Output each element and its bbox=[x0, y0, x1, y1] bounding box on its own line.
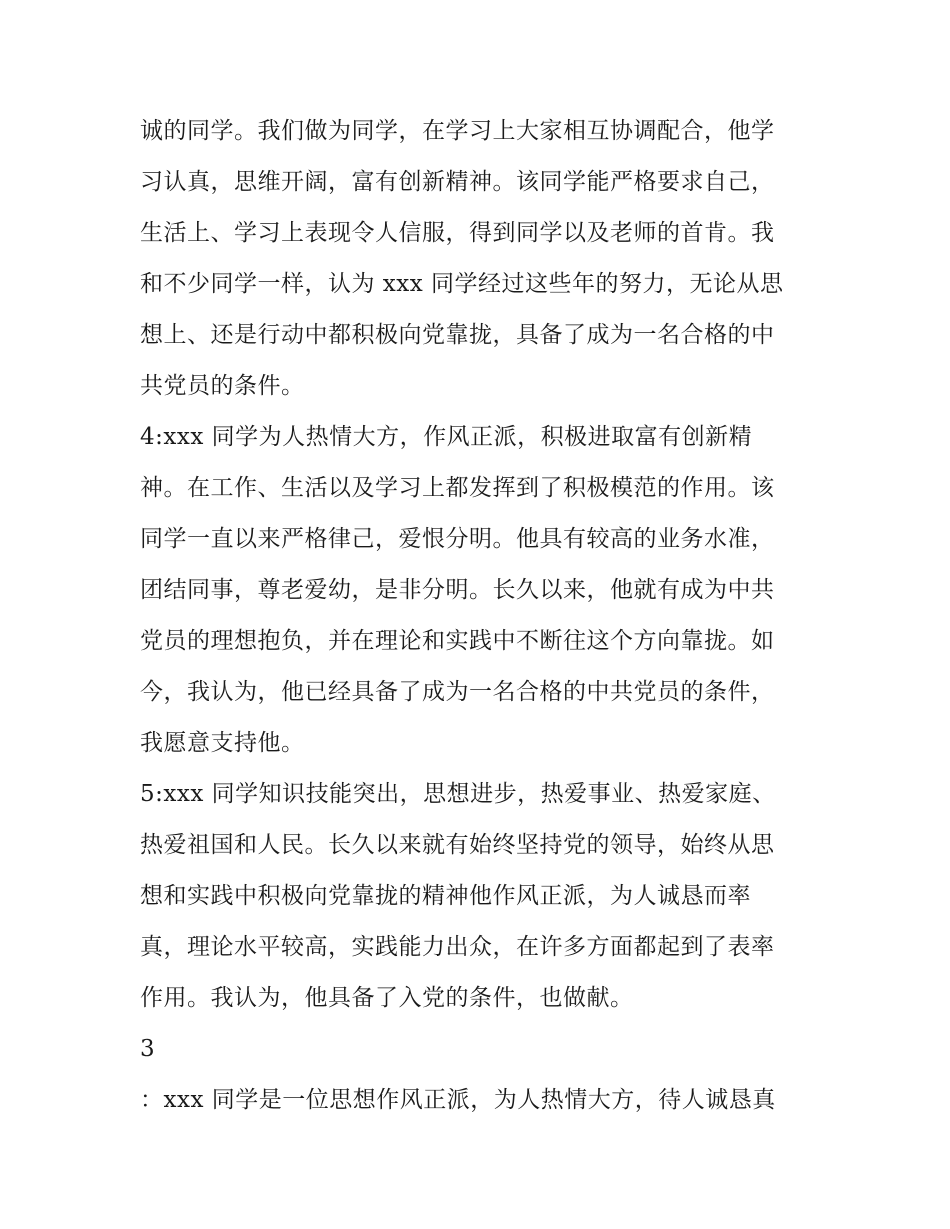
text-line: ：xxx 同学是一位思想作风正派，为人热情大方，待人诚恳真 bbox=[140, 1087, 776, 1113]
text-line: 共党员的条件。 bbox=[140, 373, 305, 399]
text-line: 今，我认为，他已经具备了成为一名合格的中共党员的条件， bbox=[140, 679, 775, 705]
text-line: 想上、还是行动中都积极向党靠拢，具备了成为一名合格的中 bbox=[140, 322, 775, 348]
text-line: 4:xxx 同学为人热情大方，作风正派，积极进取富有创新精 bbox=[140, 424, 753, 450]
text-line: 5:xxx 同学知识技能突出，思想进步，热爱事业、热爱家庭、 bbox=[140, 781, 776, 807]
text-line: 团结同事，尊老爱幼，是非分明。长久以来，他就有成为中共 bbox=[140, 577, 775, 603]
text-line: 生活上、学习上表现令人信服，得到同学以及老师的首肯。我 bbox=[140, 220, 775, 246]
text-line: 真，理论水平较高，实践能力出众，在许多方面都起到了表率 bbox=[140, 934, 775, 960]
text-line: 想和实践中积极向党靠拢的精神他作风正派，为人诚恳而率 bbox=[140, 883, 751, 909]
text-line: 作用。我认为，他具备了入党的条件，也做献。 bbox=[140, 985, 634, 1011]
text-line: 和不少同学一样，认为 xxx 同学经过这些年的努力，无论从思 bbox=[140, 271, 784, 297]
text-line: 习认真，思维开阔，富有创新精神。该同学能严格要求自己， bbox=[140, 169, 775, 195]
text-line: 同学一直以来严格律己，爱恨分明。他具有较高的业务水准， bbox=[140, 526, 775, 552]
text-line: 热爱祖国和人民。长久以来就有始终坚持党的领导，始终从思 bbox=[140, 832, 775, 858]
text-line: 3 bbox=[140, 1036, 156, 1062]
text-line: 诚的同学。我们做为同学，在学习上大家相互协调配合，他学 bbox=[140, 118, 775, 144]
text-line: 神。在工作、生活以及学习上都发挥到了积极模范的作用。该 bbox=[140, 475, 775, 501]
text-line: 党员的理想抱负，并在理论和实践中不断往这个方向靠拢。如 bbox=[140, 628, 775, 654]
text-line: 我愿意支持他。 bbox=[140, 730, 305, 756]
document-body bbox=[140, 106, 820, 1126]
